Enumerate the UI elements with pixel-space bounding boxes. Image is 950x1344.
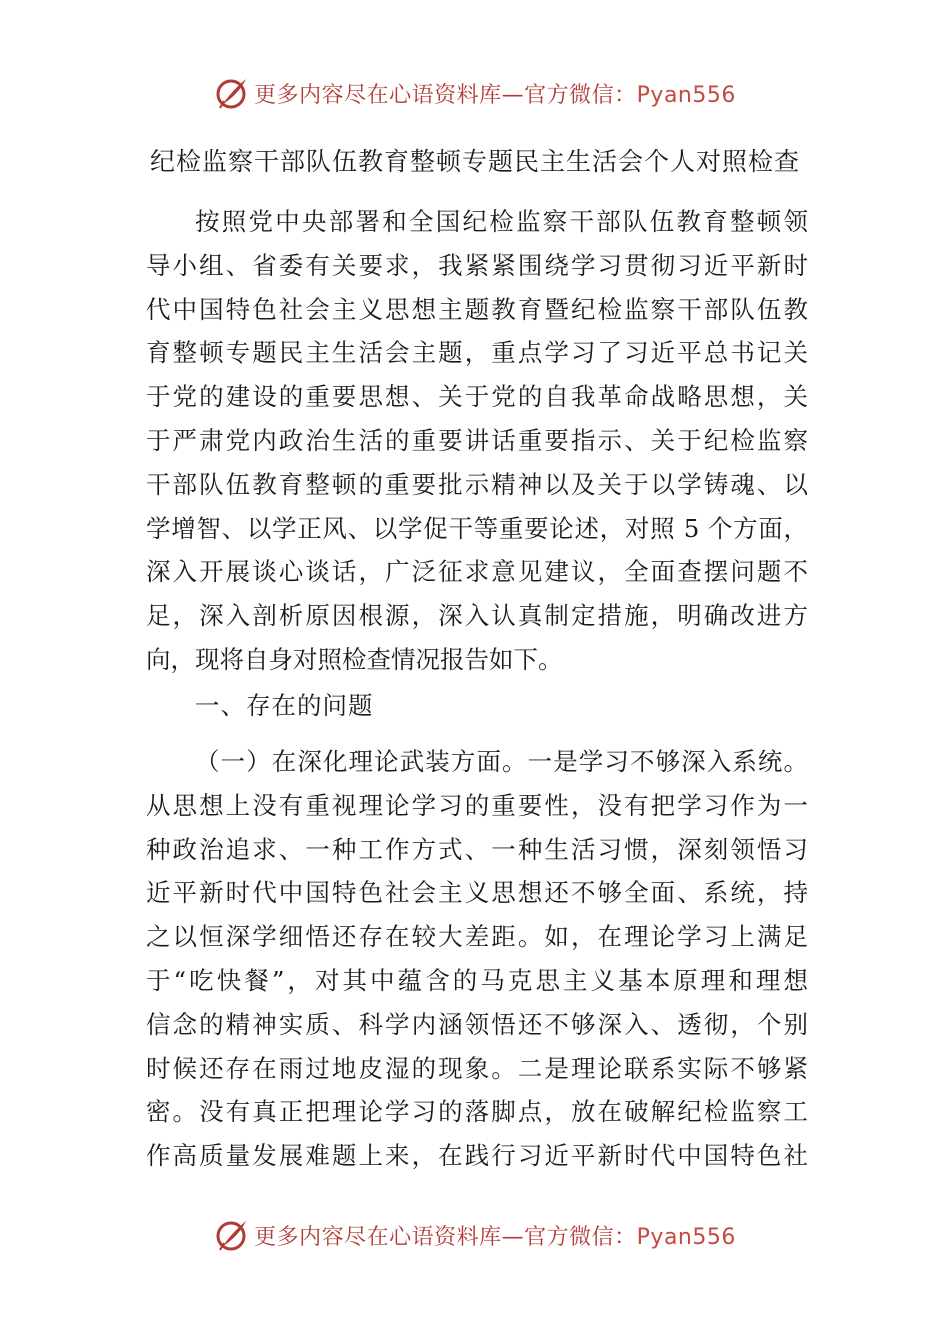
text-line: 种政治追求、一种工作方式、一种生活习惯，深刻领悟习	[146, 834, 808, 864]
text-line: 时候还存在雨过地皮湿的现象。二是理论联系实际不够紧	[146, 1053, 808, 1083]
paragraph-intro	[146, 200, 808, 682]
quill-logo-icon	[214, 75, 250, 111]
text-line: 于严肃党内政治生活的重要讲话重要指示、关于纪检监察	[146, 425, 808, 455]
text-line: 深入开展谈心谈话，广泛征求意见建议，全面查摆问题不	[146, 557, 808, 587]
wechat-id: Pyan556	[636, 82, 736, 108]
footer-banner	[0, 1215, 950, 1255]
paragraph-problems	[146, 740, 808, 1178]
text-line: 按照党中央部署和全国纪检监察干部队伍教育整顿领	[195, 207, 808, 236]
header-banner	[0, 73, 950, 113]
section-heading: 一、存在的问题	[195, 691, 374, 720]
quill-logo-icon	[214, 1217, 250, 1253]
document-title: 纪检监察干部队伍教育整顿专题民主生活会个人对照检查	[149, 147, 800, 176]
banner-text: 更多内容尽在心语资料库—官方微信：Pyan556	[254, 1224, 736, 1250]
text-line: 于“吃快餐”，对其中蕴含的马克思主义基本原理和理想	[146, 965, 808, 995]
text-line: 近平新时代中国特色社会主义思想还不够全面、系统，持	[146, 878, 808, 908]
text-line: 代中国特色社会主义思想主题教育暨纪检监察干部队伍教	[146, 294, 808, 324]
text-line: 作高质量发展难题上来，在践行习近平新时代中国特色社	[146, 1141, 808, 1171]
text-line: 学增智、以学正风、以学促干等重要论述，对照 5 个方面，	[146, 513, 808, 543]
text-line: 向，现将自身对照检查情况报告如下。	[146, 644, 563, 674]
text-line: 育整顿专题民主生活会主题，重点学习了习近平总书记关	[146, 338, 808, 368]
text-line: 从思想上没有重视理论学习的重要性，没有把学习作为一	[146, 790, 808, 820]
text-line: 足，深入剖析原因根源，深入认真制定措施，明确改进方	[146, 601, 808, 631]
text-line: 于党的建设的重要思想、关于党的自我革命战略思想，关	[146, 382, 808, 412]
banner-text: 更多内容尽在心语资料库—官方微信：Pyan556	[254, 82, 736, 108]
text-line: 之以恒深学细悟还存在较大差距。如，在理论学习上满足	[146, 922, 808, 952]
text-line: 信念的精神实质、科学内涵领悟还不够深入、透彻，个别	[146, 1009, 808, 1039]
text-line: 导小组、省委有关要求，我紧紧围绕学习贯彻习近平新时	[146, 250, 808, 280]
text-line: 干部队伍教育整顿的重要批示精神以及关于以学铸魂、以	[146, 469, 808, 499]
text-line: （一）在深化理论武装方面。一是学习不够深入系统。	[195, 747, 808, 776]
wechat-id: Pyan556	[636, 1224, 736, 1250]
text-line: 密。没有真正把理论学习的落脚点，放在破解纪检监察工	[146, 1097, 808, 1127]
